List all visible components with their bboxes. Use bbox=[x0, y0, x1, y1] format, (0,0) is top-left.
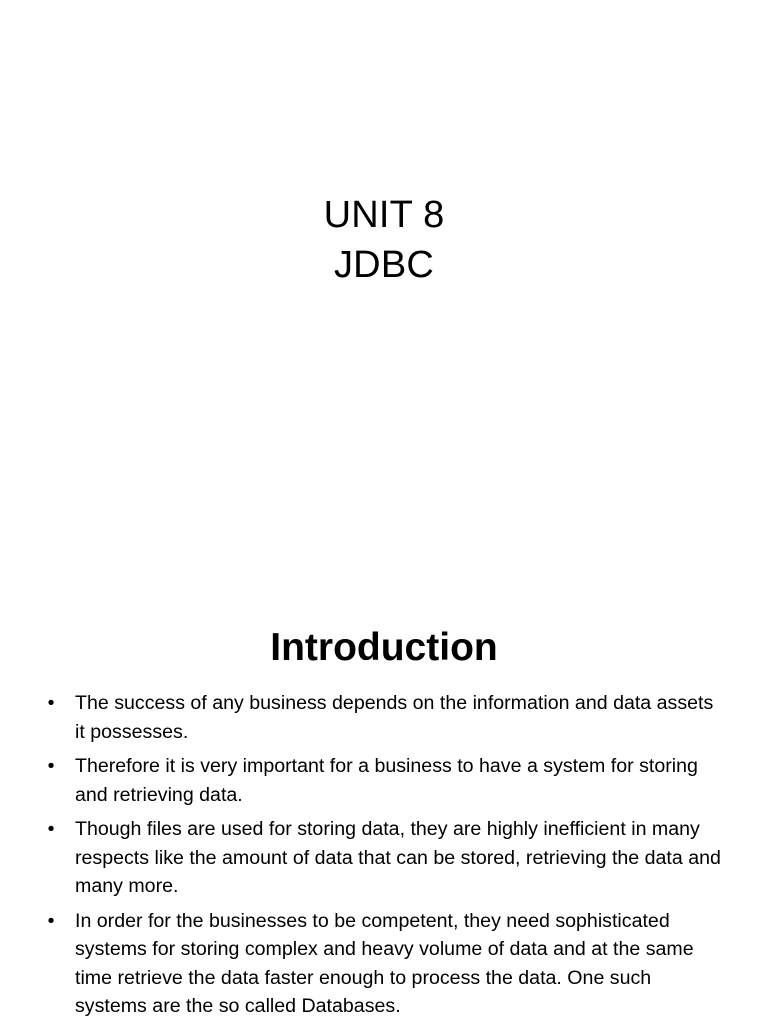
bullet-icon: • bbox=[47, 755, 55, 777]
slide-title bbox=[0, 190, 768, 290]
introduction-heading: Introduction bbox=[270, 626, 498, 669]
bullet-text: In order for the businesses to be competent, they need sophisticated systems for storing complex and heavy volume of data and at the same time retrieve the data faster enough to process the data. One such systems are the so called Databases. bbox=[75, 909, 694, 1017]
bullet-text: The success of any business depends on the information and data assets it possesses. bbox=[75, 692, 714, 743]
title-line-topic: JDBC bbox=[333, 244, 435, 286]
bullet-text: Though files are used for storing data, they are highly inefficient in many respects like the amount of data that can be stored, retrieving the data and many more. bbox=[75, 818, 721, 897]
bullet-list bbox=[42, 689, 728, 1027]
bullet-item bbox=[42, 752, 728, 809]
bullet-text: Therefore it is very important for a business to have a system for storing and retrieving data. bbox=[75, 755, 698, 806]
bullet-item bbox=[42, 907, 728, 1021]
bullet-icon: • bbox=[47, 818, 55, 840]
title-line-unit: UNIT 8 bbox=[323, 194, 445, 236]
bullet-icon: • bbox=[47, 909, 55, 932]
bullet-item bbox=[42, 689, 728, 746]
bullet-item bbox=[42, 815, 728, 901]
bullet-icon: • bbox=[47, 692, 55, 714]
introduction-slide bbox=[0, 576, 768, 1024]
